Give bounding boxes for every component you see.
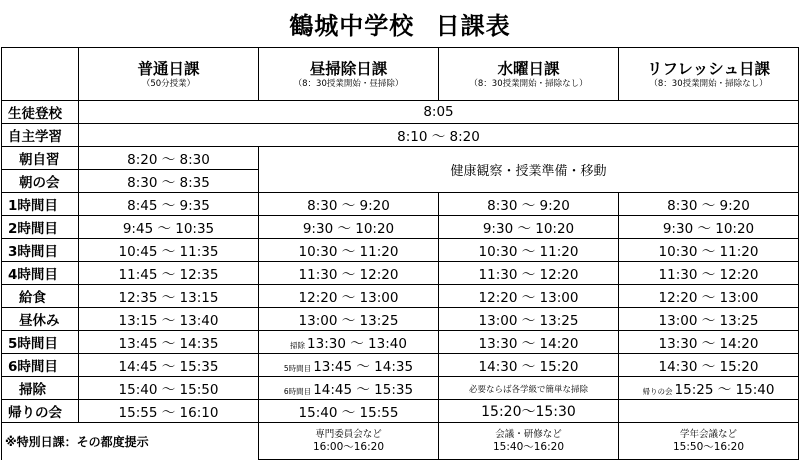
- time-cell: 13:00 ～ 13:25: [259, 308, 439, 331]
- time-cell: 8:30 ～ 9:20: [619, 193, 799, 216]
- time-cell: 14:30 ～ 15:20: [439, 354, 619, 377]
- time-cell: 11:45 ～ 12:35: [79, 262, 259, 285]
- row-label: 自主学習: [2, 124, 79, 147]
- time-text: 13:30 ～ 13:40: [307, 336, 407, 352]
- row-label: 3時間目: [2, 239, 79, 262]
- row-label: 5時間目: [2, 331, 79, 354]
- footer-time: 15:40～16:20: [492, 441, 565, 453]
- time-cell: 12:20 ～ 13:00: [619, 285, 799, 308]
- footer-event: 専門委員会など: [315, 429, 382, 440]
- time-cell: 12:20 ～ 13:00: [439, 285, 619, 308]
- table-row: [2, 193, 799, 216]
- time-cell: 11:30 ～ 12:20: [619, 262, 799, 285]
- footer-time: 16:00～16:20: [312, 441, 385, 453]
- footer-event: 学年会議など: [679, 429, 737, 440]
- row-label: 朝自習: [2, 147, 79, 170]
- schedule-table: [1, 47, 799, 460]
- time-cell: 13:15 ～ 13:40: [79, 308, 259, 331]
- time-cell: [619, 400, 799, 423]
- header-main: 水曜日課: [497, 59, 560, 78]
- row-label: 6時間目: [2, 354, 79, 377]
- cleaning-note: 必要ならば各学級で簡単な掃除: [468, 385, 588, 395]
- note-cell: [439, 377, 619, 400]
- header-row: [2, 48, 799, 101]
- time-cell: 13:00 ～ 13:25: [619, 308, 799, 331]
- time-cell: 8:30 ～ 9:20: [259, 193, 439, 216]
- corner-cell: [2, 48, 79, 101]
- page-title: [0, 6, 800, 41]
- time-cell: 13:45 ～ 14:35: [79, 331, 259, 354]
- time-cell: 9:30 ～ 10:20: [439, 216, 619, 239]
- footer-cell: [439, 423, 619, 460]
- table-row: [2, 262, 799, 285]
- table-row: [2, 377, 799, 400]
- time-cell: 8:20 ～ 8:30: [79, 147, 259, 170]
- table-row: [2, 354, 799, 377]
- row-label: 朝の会: [2, 170, 79, 193]
- header-main: 昼掃除日課: [309, 59, 388, 78]
- row-label: 昼休み: [2, 308, 79, 331]
- header-sub: （8：30授業開始・掃除なし）: [469, 78, 588, 89]
- header-sub: （8：30授業開始・掃除なし）: [649, 78, 768, 89]
- header-sub: （50分授業）: [141, 78, 196, 89]
- time-cell: 8:05: [79, 101, 799, 124]
- time-cell: [439, 400, 619, 423]
- title-school: 鶴城中学校: [289, 12, 415, 40]
- row-label: 生徒登校: [2, 101, 79, 124]
- table-row: [2, 400, 799, 423]
- row-label: 帰りの会: [2, 400, 79, 423]
- time-cell: 10:30 ～ 11:20: [259, 239, 439, 262]
- table-row: [2, 101, 799, 124]
- time-cell: 9:30 ～ 10:20: [259, 216, 439, 239]
- row-label: 2時間目: [2, 216, 79, 239]
- prefix-note: 5時間目: [283, 364, 312, 373]
- time-text: 14:45 ～ 15:35: [313, 382, 414, 398]
- time-cell: 13:30 ～ 14:20: [439, 331, 619, 354]
- time-cell: 15:40 ～ 15:50: [79, 377, 259, 400]
- row-label: 給食: [2, 285, 79, 308]
- time-cell: [259, 331, 439, 354]
- row-label: 1時間目: [2, 193, 79, 216]
- time-cell: 10:45 ～ 11:35: [79, 239, 259, 262]
- time-cell: 15:55 ～ 16:10: [79, 400, 259, 423]
- footer-cell: [619, 423, 799, 460]
- time-cell: 14:30 ～ 15:20: [619, 354, 799, 377]
- time-cell: 12:35 ～ 13:15: [79, 285, 259, 308]
- table-row: [2, 124, 799, 147]
- title-schedule: 日課表: [435, 12, 511, 40]
- header-main: 普通日課: [137, 59, 200, 78]
- time-cell: [619, 377, 799, 400]
- time-cell: [259, 377, 439, 400]
- time-cell: 14:45 ～ 15:35: [79, 354, 259, 377]
- time-text: 15:25 ～ 15:40: [674, 382, 775, 398]
- time-text: 13:45 ～ 14:35: [313, 359, 414, 375]
- special-schedule-note: [2, 423, 259, 460]
- header-main: リフレッシュ日課: [647, 59, 770, 78]
- time-cell: 13:00 ～ 13:25: [439, 308, 619, 331]
- time-cell: 8:45 ～ 9:35: [79, 193, 259, 216]
- time-cell: 13:30 ～ 14:20: [619, 331, 799, 354]
- time-cell: 10:30 ～ 11:20: [619, 239, 799, 262]
- table-row: [2, 147, 799, 170]
- footer-time: 15:50～16:20: [672, 441, 745, 453]
- footer-cell: [259, 423, 439, 460]
- merged-morning-cell: 健康観察・授業準備・移動: [259, 147, 799, 193]
- prefix-note: 掃除: [290, 341, 306, 350]
- table-row: [2, 216, 799, 239]
- row-label: 掃除: [2, 377, 79, 400]
- time-cell: 8:30 ～ 9:20: [439, 193, 619, 216]
- prefix-note: 6時間目: [283, 387, 312, 396]
- header-sub: （8：30授業開始・昼掃除）: [293, 78, 404, 89]
- time-cell: 8:30 ～ 8:35: [79, 170, 259, 193]
- time-cell: 9:45 ～ 10:35: [79, 216, 259, 239]
- time-cell: 8:10 ～ 8:20: [79, 124, 799, 147]
- time-cell: 12:20 ～ 13:00: [259, 285, 439, 308]
- table-row: [2, 239, 799, 262]
- time-text: 15:20～15:30: [481, 404, 576, 420]
- time-cell: 10:30 ～ 11:20: [439, 239, 619, 262]
- footer-event: 会議・研修など: [495, 429, 562, 440]
- row-label: 4時間目: [2, 262, 79, 285]
- prefix-note: 帰りの会: [642, 387, 673, 396]
- table-row: [2, 308, 799, 331]
- table-row: [2, 285, 799, 308]
- footer-row: [2, 423, 799, 460]
- special-schedule-label: ※特別日課：その都度提示: [5, 434, 149, 449]
- header-normal: [79, 48, 259, 101]
- time-cell: 15:40 ～ 15:55: [259, 400, 439, 423]
- time-cell: 11:30 ～ 12:20: [439, 262, 619, 285]
- time-cell: [259, 354, 439, 377]
- time-cell: 9:30 ～ 10:20: [619, 216, 799, 239]
- header-noon-cleaning: [259, 48, 439, 101]
- header-refresh: [619, 48, 799, 101]
- time-cell: 11:30 ～ 12:20: [259, 262, 439, 285]
- header-wednesday: [439, 48, 619, 101]
- table-row: [2, 331, 799, 354]
